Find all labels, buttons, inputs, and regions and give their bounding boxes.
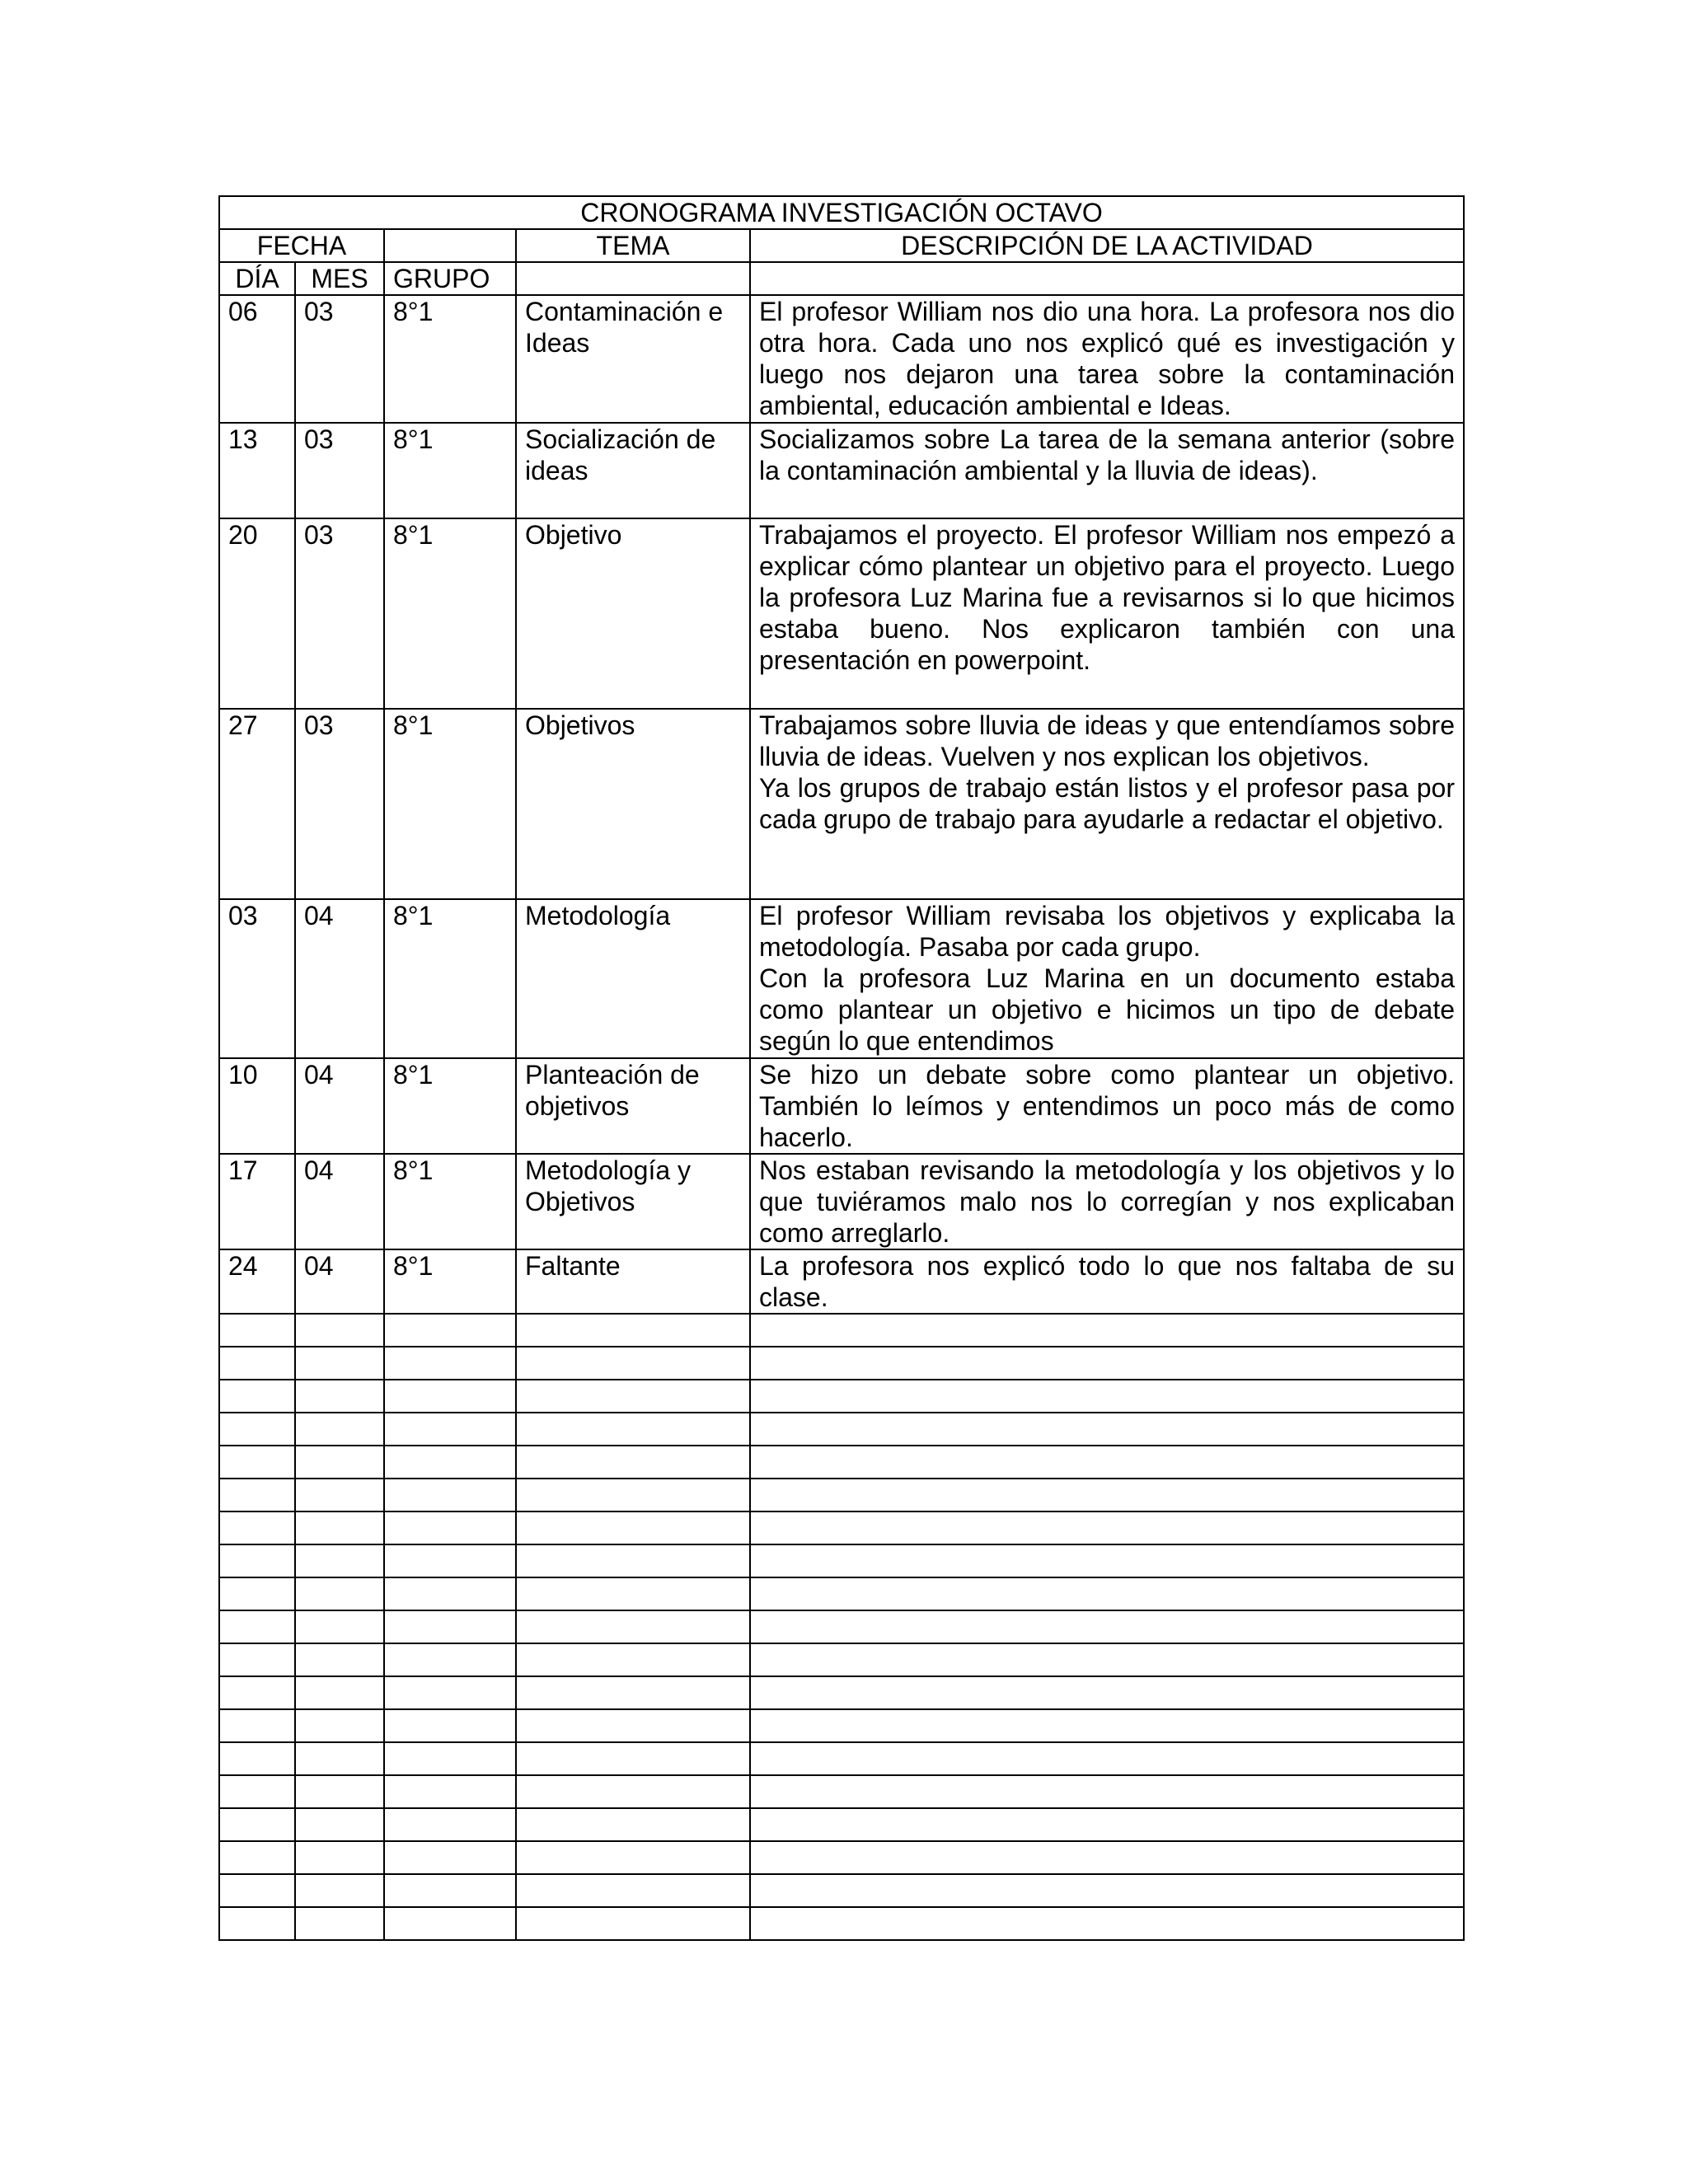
- cell-tema-text: Contaminación e Ideas: [525, 297, 724, 358]
- header-row-2: [219, 262, 1464, 295]
- empty-cell: [384, 1577, 516, 1610]
- header-mes: MES: [295, 262, 384, 295]
- empty-cell: [516, 1742, 750, 1775]
- empty-cell: [750, 1742, 1464, 1775]
- cell-mes: [295, 709, 384, 899]
- empty-cell: [219, 1511, 295, 1544]
- header-descripcion: DESCRIPCIÓN DE LA ACTIVIDAD: [750, 229, 1464, 262]
- empty-row: [219, 1874, 1464, 1907]
- cell-dia: [219, 709, 295, 899]
- cell-tema: [516, 709, 750, 899]
- cell-mes-text: 04: [304, 1155, 334, 1185]
- cell-grupo-text: 8°1: [393, 901, 434, 930]
- cell-grupo-text: 8°1: [393, 424, 434, 454]
- empty-cell: [516, 1709, 750, 1742]
- empty-cell: [295, 1314, 384, 1347]
- empty-row: [219, 1347, 1464, 1380]
- cell-grupo-text: 8°1: [393, 1060, 434, 1090]
- cell-descripcion-text: Se hizo un debate sobre como plantear un objetivo. También lo leímos y entendimos un poco más de como hacerlo.: [759, 1060, 1455, 1152]
- empty-row: [219, 1446, 1464, 1479]
- empty-row: [219, 1479, 1464, 1511]
- empty-cell: [516, 1413, 750, 1446]
- empty-row: [219, 1709, 1464, 1742]
- cell-dia: [219, 1154, 295, 1249]
- header-fecha: FECHA: [219, 229, 384, 262]
- empty-cell: [750, 1808, 1464, 1841]
- cell-tema: [516, 295, 750, 423]
- empty-cell: [295, 1841, 384, 1874]
- empty-cell: [219, 1380, 295, 1413]
- cell-descripcion-text: Trabajamos el proyecto. El profesor William nos empezó a explicar cómo plantear un objetivo para el proyecto. Luego la profesora Luz Marina fue a revisarnos si lo que hicimos estaba bueno. Nos explicaron también con una presentación en powerpoint.: [759, 520, 1455, 675]
- empty-cell: [750, 1874, 1464, 1907]
- empty-cell: [295, 1380, 384, 1413]
- empty-row: [219, 1742, 1464, 1775]
- empty-cell: [516, 1676, 750, 1709]
- header-blank-tema: [516, 262, 750, 295]
- empty-cell: [384, 1742, 516, 1775]
- table-row: [219, 423, 1464, 518]
- empty-cell: [295, 1577, 384, 1610]
- empty-cell: [516, 1874, 750, 1907]
- cell-dia: [219, 1058, 295, 1154]
- empty-cell: [219, 1874, 295, 1907]
- empty-cell: [295, 1413, 384, 1446]
- empty-cell: [384, 1643, 516, 1676]
- empty-cell: [219, 1775, 295, 1808]
- empty-row: [219, 1314, 1464, 1347]
- empty-cell: [384, 1446, 516, 1479]
- empty-cell: [384, 1544, 516, 1577]
- table-row: [219, 1058, 1464, 1154]
- empty-cell: [384, 1314, 516, 1347]
- empty-cell: [750, 1643, 1464, 1676]
- empty-cell: [295, 1808, 384, 1841]
- empty-cell: [750, 1446, 1464, 1479]
- empty-cell: [750, 1544, 1464, 1577]
- empty-cell: [219, 1314, 295, 1347]
- cell-dia: [219, 518, 295, 709]
- cell-mes: [295, 899, 384, 1058]
- empty-cell: [219, 1577, 295, 1610]
- empty-cell: [750, 1511, 1464, 1544]
- cell-descripcion-text: Trabajamos sobre lluvia de ideas y que entendíamos sobre lluvia de ideas. Vuelven y nos explican los objetivos. Ya los grupos de trabajo están listos y el profesor pasa por cada grupo de trabajo para ayudarle a redactar el objetivo.: [759, 710, 1455, 834]
- empty-cell: [516, 1314, 750, 1347]
- empty-cell: [219, 1808, 295, 1841]
- cell-grupo: [384, 709, 516, 899]
- empty-cell: [295, 1347, 384, 1380]
- empty-cell: [384, 1479, 516, 1511]
- cell-tema: [516, 1058, 750, 1154]
- cell-grupo-text: 8°1: [393, 1155, 434, 1185]
- cell-tema: [516, 423, 750, 518]
- empty-cell: [295, 1874, 384, 1907]
- cell-descripcion-text: Nos estaban revisando la metodología y los objetivos y lo que tuviéramos malo nos lo corregían y nos explicaban como arreglarlo.: [759, 1155, 1455, 1248]
- empty-row: [219, 1676, 1464, 1709]
- empty-row: [219, 1413, 1464, 1446]
- empty-cell: [516, 1511, 750, 1544]
- empty-cell: [384, 1709, 516, 1742]
- empty-cell: [295, 1479, 384, 1511]
- cell-dia-text: 20: [228, 520, 258, 550]
- empty-cell: [384, 1511, 516, 1544]
- cell-grupo: [384, 295, 516, 423]
- empty-cell: [295, 1676, 384, 1709]
- cell-descripcion: [750, 518, 1464, 709]
- cell-grupo: [384, 1249, 516, 1314]
- empty-cell: [219, 1347, 295, 1380]
- cell-dia-text: 27: [228, 710, 258, 740]
- cell-tema-text: Metodología y Objetivos: [525, 1155, 692, 1216]
- cell-tema: [516, 1249, 750, 1314]
- cell-mes: [295, 295, 384, 423]
- cell-mes-text: 03: [304, 297, 334, 326]
- empty-cell: [384, 1874, 516, 1907]
- empty-cell: [295, 1446, 384, 1479]
- cell-grupo-text: 8°1: [393, 1251, 434, 1281]
- empty-row: [219, 1907, 1464, 1940]
- empty-cell: [516, 1775, 750, 1808]
- cell-dia: [219, 1249, 295, 1314]
- cell-descripcion: [750, 295, 1464, 423]
- empty-cell: [295, 1709, 384, 1742]
- empty-row: [219, 1808, 1464, 1841]
- cell-descripcion: [750, 423, 1464, 518]
- cell-tema-text: Metodología: [525, 901, 671, 930]
- empty-cell: [516, 1446, 750, 1479]
- cell-descripcion-text: La profesora nos explicó todo lo que nos faltaba de su clase.: [759, 1251, 1455, 1312]
- cell-mes-text: 03: [304, 520, 334, 550]
- cell-descripcion: [750, 1249, 1464, 1314]
- header-tema: TEMA: [516, 229, 750, 262]
- empty-cell: [295, 1907, 384, 1940]
- empty-cell: [516, 1347, 750, 1380]
- empty-cell: [384, 1380, 516, 1413]
- cell-mes: [295, 1058, 384, 1154]
- cell-tema-text: Objetivos: [525, 710, 635, 740]
- empty-row: [219, 1610, 1464, 1643]
- empty-row: [219, 1380, 1464, 1413]
- cell-tema-text: Planteación de objetivos: [525, 1060, 700, 1121]
- cell-descripcion: [750, 709, 1464, 899]
- cell-dia-text: 24: [228, 1251, 258, 1281]
- empty-cell: [516, 1577, 750, 1610]
- cell-tema-text: Faltante: [525, 1251, 621, 1281]
- empty-cell: [219, 1742, 295, 1775]
- cell-dia: [219, 423, 295, 518]
- empty-cell: [750, 1314, 1464, 1347]
- cell-grupo: [384, 1058, 516, 1154]
- empty-cell: [750, 1775, 1464, 1808]
- empty-cell: [750, 1709, 1464, 1742]
- empty-cell: [384, 1676, 516, 1709]
- cell-mes-text: 04: [304, 1060, 334, 1090]
- cronograma-table: [218, 195, 1465, 1941]
- cell-mes-text: 04: [304, 901, 334, 930]
- cell-tema-text: Objetivo: [525, 520, 622, 550]
- cell-tema: [516, 518, 750, 709]
- empty-cell: [295, 1544, 384, 1577]
- empty-cell: [384, 1775, 516, 1808]
- cell-mes-text: 04: [304, 1251, 334, 1281]
- table-row: [219, 518, 1464, 709]
- empty-cell: [295, 1511, 384, 1544]
- header-blank-desc: [750, 262, 1464, 295]
- empty-row: [219, 1544, 1464, 1577]
- cell-dia-text: 10: [228, 1060, 258, 1090]
- header-row-1: [219, 229, 1464, 262]
- empty-cell: [750, 1347, 1464, 1380]
- table-row: [219, 295, 1464, 423]
- cell-grupo-text: 8°1: [393, 710, 434, 740]
- empty-cell: [750, 1610, 1464, 1643]
- empty-cell: [295, 1742, 384, 1775]
- empty-cell: [295, 1775, 384, 1808]
- empty-cell: [384, 1347, 516, 1380]
- empty-cell: [516, 1544, 750, 1577]
- empty-cell: [219, 1446, 295, 1479]
- empty-cell: [219, 1610, 295, 1643]
- cell-grupo-text: 8°1: [393, 297, 434, 326]
- cell-tema: [516, 1154, 750, 1249]
- empty-cell: [384, 1907, 516, 1940]
- empty-cell: [750, 1380, 1464, 1413]
- empty-cell: [295, 1610, 384, 1643]
- empty-cell: [384, 1610, 516, 1643]
- empty-cell: [750, 1676, 1464, 1709]
- empty-cell: [219, 1841, 295, 1874]
- empty-cell: [219, 1413, 295, 1446]
- cell-grupo-text: 8°1: [393, 520, 434, 550]
- cell-mes: [295, 1249, 384, 1314]
- header-dia: DÍA: [219, 262, 295, 295]
- empty-cell: [219, 1479, 295, 1511]
- cell-mes: [295, 423, 384, 518]
- empty-cell: [516, 1841, 750, 1874]
- empty-cell: [516, 1808, 750, 1841]
- cell-mes-text: 03: [304, 710, 334, 740]
- empty-cell: [750, 1479, 1464, 1511]
- empty-row: [219, 1775, 1464, 1808]
- cell-descripcion-text: Socializamos sobre La tarea de la semana anterior (sobre la contaminación ambiental y la lluvia de ideas).: [759, 424, 1455, 485]
- header-grupo: GRUPO: [384, 262, 516, 295]
- empty-row: [219, 1643, 1464, 1676]
- empty-cell: [516, 1479, 750, 1511]
- cell-tema: [516, 899, 750, 1058]
- cell-grupo: [384, 518, 516, 709]
- cell-grupo: [384, 423, 516, 518]
- empty-cell: [750, 1577, 1464, 1610]
- empty-cell: [219, 1544, 295, 1577]
- empty-cell: [384, 1413, 516, 1446]
- empty-cell: [384, 1841, 516, 1874]
- cell-descripcion: [750, 1058, 1464, 1154]
- empty-cell: [750, 1841, 1464, 1874]
- cell-dia-text: 17: [228, 1155, 258, 1185]
- header-blank-grupo-top: [384, 229, 516, 262]
- empty-cell: [516, 1380, 750, 1413]
- table-row: [219, 1154, 1464, 1249]
- cell-dia-text: 06: [228, 297, 258, 326]
- cell-descripcion-text: El profesor William revisaba los objetivos y explicaba la metodología. Pasaba por cada grupo. Con la profesora Luz Marina en un documento estaba como plantear un objetivo e hicimos un tipo de debate según lo que entendimos: [759, 901, 1455, 1056]
- empty-cell: [516, 1643, 750, 1676]
- cell-dia-text: 13: [228, 424, 258, 454]
- empty-cell: [516, 1907, 750, 1940]
- cell-descripcion: [750, 1154, 1464, 1249]
- empty-cell: [219, 1643, 295, 1676]
- empty-row: [219, 1577, 1464, 1610]
- cell-dia-text: 03: [228, 901, 258, 930]
- table-title: CRONOGRAMA INVESTIGACIÓN OCTAVO: [219, 196, 1464, 229]
- cell-descripcion-text: El profesor William nos dio una hora. La profesora nos dio otra hora. Cada uno nos explicó qué es investigación y luego nos dejaron una tarea sobre la contaminación ambiental, educación ambiental e Ideas.: [759, 297, 1455, 420]
- table-row: [219, 1249, 1464, 1314]
- empty-cell: [219, 1676, 295, 1709]
- empty-cell: [219, 1907, 295, 1940]
- cell-grupo: [384, 1154, 516, 1249]
- empty-cell: [750, 1907, 1464, 1940]
- empty-row: [219, 1841, 1464, 1874]
- cell-dia: [219, 295, 295, 423]
- cell-descripcion: [750, 899, 1464, 1058]
- empty-cell: [295, 1643, 384, 1676]
- cell-mes: [295, 518, 384, 709]
- empty-cell: [384, 1808, 516, 1841]
- empty-cell: [750, 1413, 1464, 1446]
- empty-row: [219, 1511, 1464, 1544]
- empty-cell: [219, 1709, 295, 1742]
- title-row: [219, 196, 1464, 229]
- cell-mes: [295, 1154, 384, 1249]
- table-row: [219, 899, 1464, 1058]
- cell-grupo: [384, 899, 516, 1058]
- cell-dia: [219, 899, 295, 1058]
- cell-tema-text: Socialización de ideas: [525, 424, 716, 485]
- table-row: [219, 709, 1464, 899]
- cell-mes-text: 03: [304, 424, 334, 454]
- empty-cell: [516, 1610, 750, 1643]
